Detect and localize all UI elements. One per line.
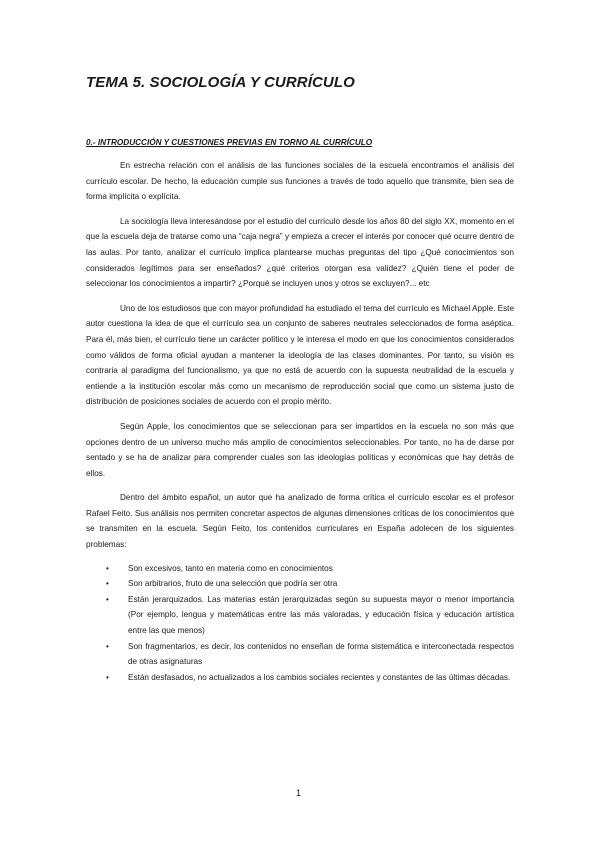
bullet-icon: •	[106, 563, 109, 573]
document-body	[86, 158, 514, 685]
document-title: TEMA 5. SOCIOLOGÍA Y CURRÍCULO	[86, 74, 355, 91]
paragraph-feito: Dentro del ámbito español, un autor que ha analizado de forma crítica el currículo escolar es el profesor Rafael Feito. Sus análisis nos permiten concretar aspectos de algunas dimensiones críticas de los conocimientos que se transmiten en la escuela. Según Feito, los contenidos curriculares en España adolecen de los siguientes problemas:	[86, 493, 514, 550]
bullet-icon: •	[106, 579, 109, 589]
list-item	[106, 561, 514, 577]
paragraph-apple-knowledge: Según Apple, los conocimientos que se seleccionan para ser impartidos en la escuela no son más que opciones dentro de un universo mucho más amplio de conocimientos seleccionables. Por tanto, no ha de darse por sentado y se ha de analizar para comprender cuales son las ideologías políticas y económicas que hay detrás de ellos.	[86, 421, 514, 478]
bullet-icon: •	[106, 641, 109, 651]
list-item-text: Están jerarquizados. Las materias están jerarquizadas según su supuesta mayor o menor importancia (Por ejemplo, lengua y matemáticas entre las más valoradas, y educación física y educación artística entre las que menos)	[128, 594, 514, 636]
paragraph-apple: Uno de los estudiosos que con mayor profundidad ha estudiado el tema del currículo es Michael Apple. Este autor cuestiona la idea de que el currículo sea un conjunto de saberes neutrales seleccionados de forma aséptica. Para él, más bien, el currículo tiene un carácter político y le interesa el modo en que los conocimientos considerados como válidos de forma oficial ayudan a mantener la ideología de las clases dominantes. Por tanto, su visión es contraria al paradigma del funcionalismo, ya que no está de acuerdo con la supuesta neutralidad de la escuela y entiende a la institución escolar más como un mecanismo de reproducción social que como un sistema justo de distribución de posiciones sociales de acuerdo con el propio mérito.	[86, 303, 514, 407]
problems-list	[86, 561, 514, 686]
list-item-text: Son excesivos, tanto en materia como en conocimientos	[128, 563, 333, 573]
paragraph-sociology: La sociología lleva interesándose por el estudio del currículo desde los años 80 del siglo XX, momento en el que la escuela deja de tratarse como una “caja negra” y empieza a crecer el interés por conocer qué ocurre dentro de las aulas. Por tanto, analizar el currículo implica plantearse muchas preguntas del tipo ¿Qué conocimientos son considerados legítimos para ser enseñados? ¿qué criterios otorgan esa validez? ¿Quién tiene el poder de seleccionar los conocimientos a impartir? ¿Porqué se incluyen unos y otros se excluyen?... etc	[86, 216, 514, 289]
bullet-icon: •	[106, 672, 109, 682]
page-number: 1	[296, 788, 302, 798]
section-heading: 0.- INTRODUCCIÓN Y CUESTIONES PREVIAS EN TORNO AL CURRÍCULO	[86, 138, 373, 147]
list-item	[106, 639, 514, 670]
paragraph-intro: En estrecha relación con el análisis de las funciones sociales de la escuela encontramos el análisis del currículo escolar. De hecho, la educación cumple sus funciones a través de todo aquello que transmite, bien sea de forma implícita o explícita.	[86, 161, 514, 202]
list-item	[106, 576, 514, 592]
list-item-text: Son arbitrarios, fruto de una selección que podría ser otra	[128, 579, 338, 589]
list-item-text: Son fragmentarios, es decir, los contenidos no enseñan de forma sistemática e interconectada respectos de otras asignaturas	[128, 641, 514, 667]
list-item-text: Están desfasados, no actualizados a los cambios sociales recientes y constantes de las últimas décadas.	[128, 672, 511, 682]
bullet-icon: •	[106, 594, 109, 604]
list-item	[106, 592, 514, 639]
list-item	[106, 670, 514, 686]
